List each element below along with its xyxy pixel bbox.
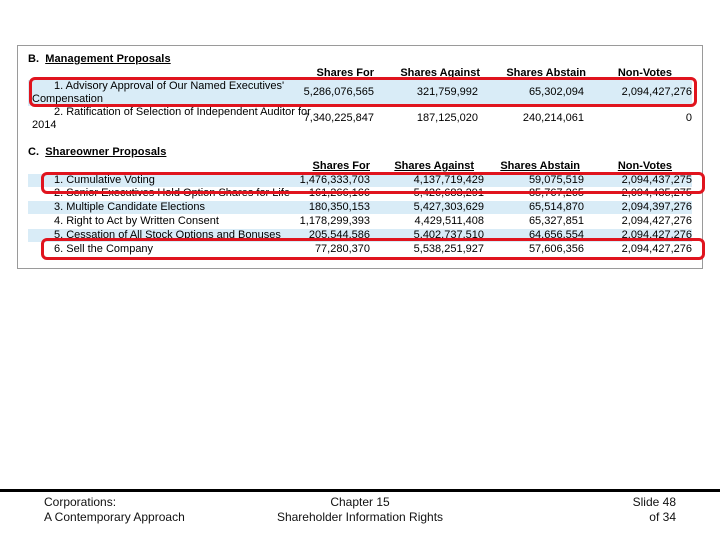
proposal-label-continued: Compensation: [32, 93, 103, 105]
shares-for-value: 180,350,153: [308, 201, 370, 213]
header-shares-abstain: Shares Abstain: [506, 67, 586, 79]
shares-for-value: 1,178,299,393: [299, 215, 370, 227]
non-votes-value: 2,094,427,276: [621, 243, 692, 255]
non-votes-value: 2,094,435,275: [621, 187, 692, 199]
shares-against-value: 187,125,020: [416, 112, 478, 124]
non-votes-value: 2,094,427,276: [621, 86, 692, 98]
shareowner-proposals-heading: [28, 146, 166, 158]
footer-chapter-line2: Shareholder Information Rights: [276, 510, 444, 524]
non-votes-value: 2,094,427,276: [621, 229, 692, 241]
table-row: [28, 187, 692, 200]
proxy-results-excerpt: [17, 45, 703, 269]
table-row: [28, 174, 692, 187]
shares-against-value: 321,759,992: [416, 86, 478, 98]
non-votes-value: 2,094,397,276: [621, 201, 692, 213]
header-non-votes: Non-Votes: [617, 67, 672, 79]
table-row: [28, 106, 692, 132]
non-votes-value: 0: [685, 112, 692, 124]
section-title: Shareowner Proposals: [45, 146, 167, 158]
table-row: [28, 243, 692, 256]
shares-for-value: 1,476,333,703: [299, 174, 370, 186]
shares-abstain-value: 64,656,554: [528, 229, 584, 241]
section-letter: B.: [28, 53, 40, 65]
shares-for-value: 205,544,586: [308, 229, 370, 241]
non-votes-value: 2,094,437,275: [621, 174, 692, 186]
header-shares-for: Shares For: [316, 67, 374, 79]
footer-course-line2: A Contemporary Approach: [44, 510, 185, 524]
shares-for-value: 5,286,076,565: [303, 86, 374, 98]
header-non-votes: Non-Votes: [617, 160, 672, 172]
proposal-label: 2. Senior Executives Hold Option Shares for Life: [54, 187, 291, 199]
shares-for-value: 77,280,370: [314, 243, 370, 255]
shares-abstain-value: 65,302,094: [528, 86, 584, 98]
shares-against-value: 5,402,737,510: [413, 229, 484, 241]
footer-chapter: [260, 495, 460, 525]
shares-against-value: 5,426,683,291: [413, 187, 484, 199]
table-row: [28, 80, 692, 106]
proposal-label: 1. Advisory Approval of Our Named Executives': [54, 80, 285, 92]
shares-abstain-value: 65,327,851: [528, 215, 584, 227]
shares-against-value: 4,137,719,429: [413, 174, 484, 186]
proposal-label: 4. Right to Act by Written Consent: [54, 215, 219, 227]
footer-slide-line2: of 34: [649, 510, 676, 524]
proposal-label: 6. Sell the Company: [54, 243, 154, 255]
table-row: [28, 215, 692, 228]
footer-chapter-line1: Chapter 15: [330, 495, 390, 509]
shares-for-value: 7,340,225,847: [303, 112, 374, 124]
footer-course-line1: Corporations:: [44, 495, 117, 509]
header-shares-against: Shares Against: [394, 160, 474, 172]
section-letter: C.: [28, 146, 40, 158]
shares-abstain-value: 240,214,061: [522, 112, 584, 124]
non-votes-value: 2,094,427,276: [621, 215, 692, 227]
header-shares-against: Shares Against: [400, 67, 480, 79]
footer-divider: [0, 489, 720, 492]
table-row: [28, 201, 692, 214]
management-proposals-heading: [28, 53, 171, 65]
header-shares-abstain: Shares Abstain: [500, 160, 580, 172]
shares-abstain-value: 59,075,519: [528, 174, 584, 186]
footer-course: [44, 495, 185, 525]
shares-abstain-value: 57,606,356: [528, 243, 584, 255]
footer-slide-number: [633, 495, 676, 525]
shares-against-value: 5,538,251,927: [413, 243, 484, 255]
footer-slide-line1: Slide 48: [632, 495, 676, 509]
proposal-label: 2. Ratification of Selection of Independent Auditor for: [54, 106, 311, 118]
proposal-label: 1. Cumulative Voting: [54, 174, 155, 186]
table-row: [28, 229, 692, 242]
shares-abstain-value: 65,514,870: [528, 201, 584, 213]
shares-against-value: 5,427,303,629: [413, 201, 484, 213]
shares-for-value: 161,266,166: [308, 187, 370, 199]
shares-abstain-value: 85,767,265: [528, 187, 584, 199]
proposal-label-continued: 2014: [32, 119, 57, 131]
shares-against-value: 4,429,511,408: [414, 215, 484, 227]
header-shares-for: Shares For: [312, 160, 370, 172]
section-title: Management Proposals: [45, 53, 171, 65]
proposal-label: 5. Cessation of All Stock Options and Bonuses: [54, 229, 281, 241]
proposal-label: 3. Multiple Candidate Elections: [54, 201, 206, 213]
